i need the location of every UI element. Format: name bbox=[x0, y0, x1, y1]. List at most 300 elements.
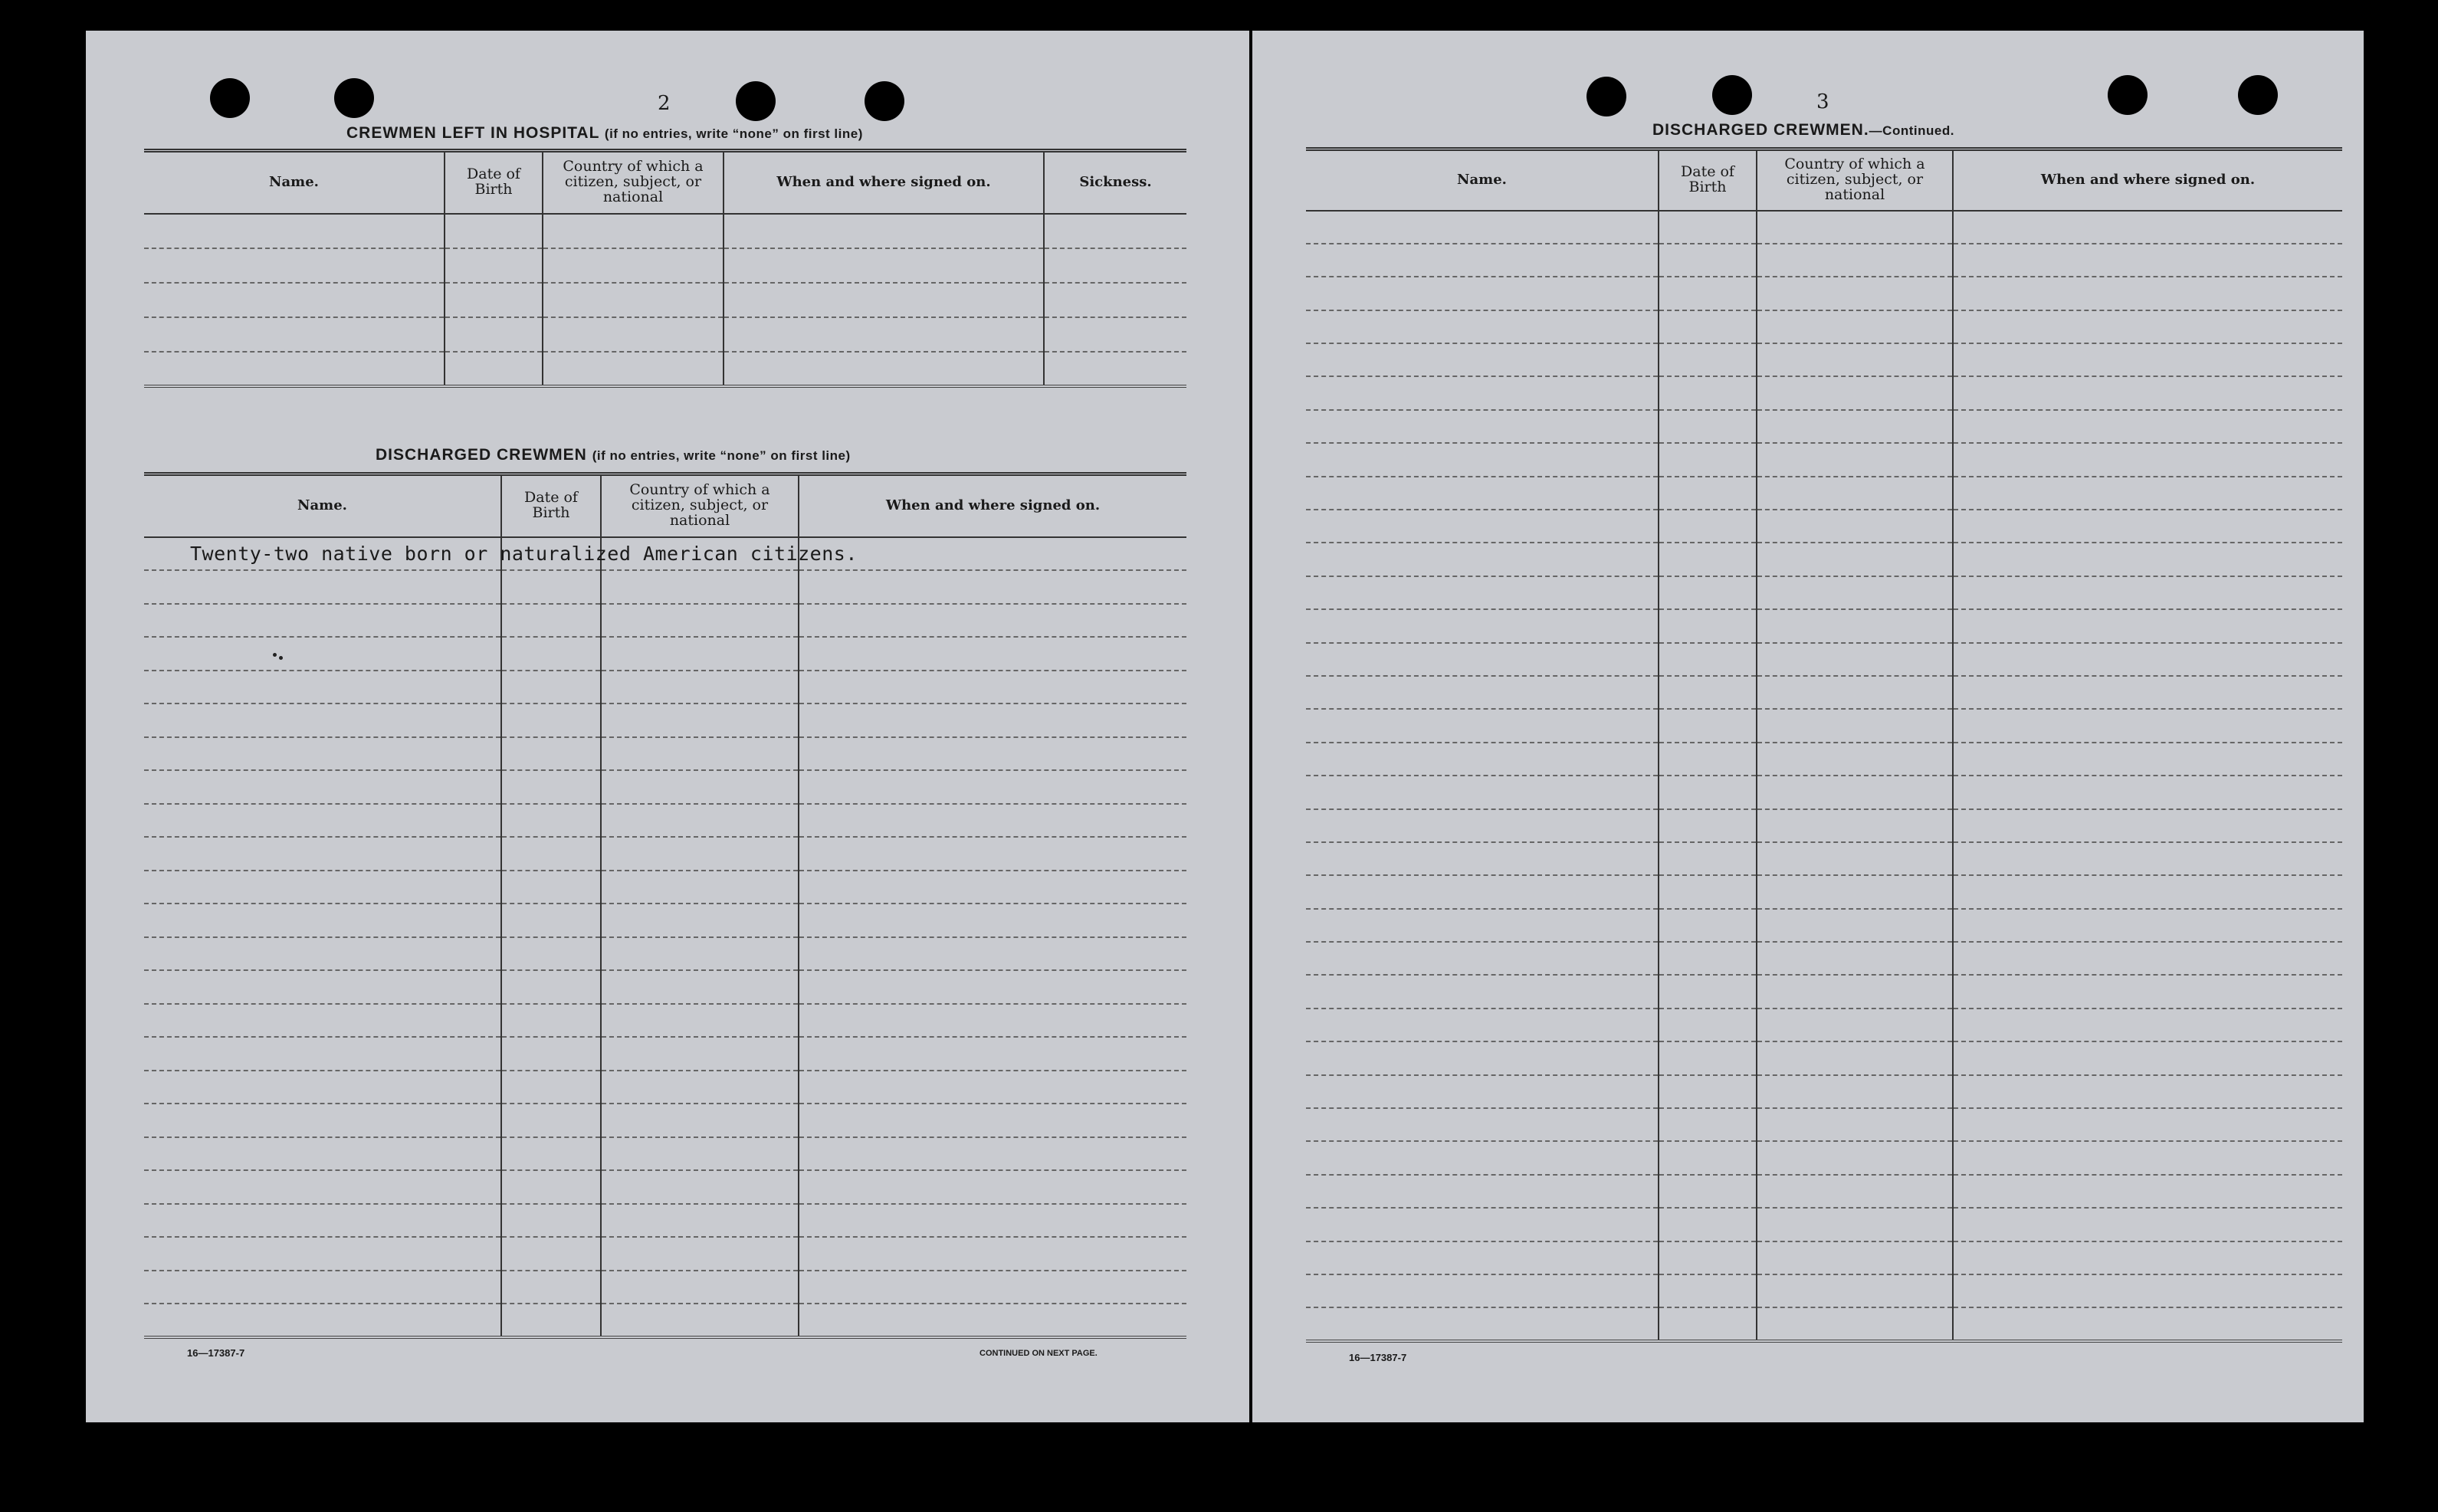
name-cell[interactable] bbox=[144, 248, 445, 283]
punch-hole bbox=[865, 81, 904, 121]
date-cell[interactable] bbox=[501, 1037, 601, 1071]
typed-entry: Twenty-two native born or naturalized American citizens. bbox=[190, 543, 858, 565]
name-cell[interactable] bbox=[144, 283, 445, 317]
signed-on-cell[interactable] bbox=[1953, 676, 2342, 709]
country-cell[interactable] bbox=[1757, 1307, 1953, 1340]
signed-on-cell[interactable] bbox=[724, 352, 1044, 386]
date-cell[interactable] bbox=[1659, 975, 1757, 1008]
table-row bbox=[144, 1004, 1186, 1038]
country-cell[interactable] bbox=[1757, 842, 1953, 875]
country-cell[interactable] bbox=[601, 570, 799, 604]
date-cell[interactable] bbox=[1659, 211, 1757, 244]
date-cell[interactable] bbox=[1659, 609, 1757, 642]
name-cell[interactable] bbox=[1306, 975, 1659, 1008]
country-cell[interactable] bbox=[601, 604, 799, 638]
sickness-cell[interactable] bbox=[1044, 214, 1186, 248]
date-cell[interactable] bbox=[501, 1104, 601, 1137]
signed-on-cell[interactable] bbox=[799, 604, 1186, 638]
country-cell[interactable] bbox=[1757, 743, 1953, 776]
name-cell[interactable] bbox=[1306, 1009, 1659, 1041]
country-cell[interactable] bbox=[1757, 510, 1953, 543]
signed-on-cell[interactable] bbox=[1953, 244, 2342, 277]
table-row bbox=[144, 904, 1186, 937]
discharged-section-title bbox=[376, 446, 851, 464]
signed-on-cell[interactable] bbox=[799, 871, 1186, 904]
date-cell[interactable] bbox=[1659, 1208, 1757, 1241]
signed-on-cell[interactable] bbox=[799, 671, 1186, 704]
sickness-cell[interactable] bbox=[1044, 283, 1186, 317]
signed-on-cell[interactable] bbox=[1953, 1141, 2342, 1174]
table-row bbox=[1306, 310, 2342, 343]
date-cell[interactable] bbox=[501, 871, 601, 904]
name-cell[interactable] bbox=[144, 604, 501, 638]
signed-on-cell[interactable] bbox=[1953, 376, 2342, 409]
country-cell[interactable] bbox=[601, 737, 799, 771]
date-cell[interactable] bbox=[1659, 709, 1757, 742]
name-cell[interactable] bbox=[144, 1071, 501, 1104]
date-cell[interactable] bbox=[1659, 643, 1757, 676]
date-cell[interactable] bbox=[1659, 277, 1757, 310]
table-row bbox=[144, 1271, 1186, 1304]
table-row bbox=[1306, 510, 2342, 543]
date-cell[interactable] bbox=[445, 317, 543, 352]
name-cell[interactable] bbox=[1306, 776, 1659, 808]
table-row bbox=[144, 283, 1186, 317]
country-cell[interactable] bbox=[1757, 942, 1953, 975]
name-cell[interactable] bbox=[1306, 743, 1659, 776]
country-cell[interactable] bbox=[601, 1170, 799, 1204]
signed-on-cell[interactable] bbox=[799, 970, 1186, 1004]
country-cell[interactable] bbox=[1757, 343, 1953, 376]
date-cell[interactable] bbox=[445, 248, 543, 283]
name-cell[interactable] bbox=[144, 1104, 501, 1137]
table-row bbox=[1306, 1041, 2342, 1074]
name-cell[interactable] bbox=[144, 804, 501, 838]
country-cell[interactable] bbox=[1757, 776, 1953, 808]
country-cell[interactable] bbox=[601, 1304, 799, 1337]
date-cell[interactable] bbox=[1659, 842, 1757, 875]
name-cell[interactable] bbox=[1306, 510, 1659, 543]
col-signed-on: When and where signed on. bbox=[724, 151, 1044, 214]
form-number: 16—17387-7 bbox=[187, 1347, 245, 1359]
name-cell[interactable] bbox=[144, 770, 501, 804]
country-cell[interactable] bbox=[601, 1104, 799, 1137]
date-cell[interactable] bbox=[501, 604, 601, 638]
signed-on-cell[interactable] bbox=[1953, 1041, 2342, 1074]
signed-on-cell[interactable] bbox=[1953, 1307, 2342, 1340]
country-cell[interactable] bbox=[601, 937, 799, 971]
signed-on-cell[interactable] bbox=[799, 937, 1186, 971]
name-cell[interactable] bbox=[1306, 277, 1659, 310]
table-row bbox=[1306, 1075, 2342, 1108]
country-cell[interactable] bbox=[1757, 676, 1953, 709]
name-cell[interactable] bbox=[1306, 310, 1659, 343]
signed-on-cell[interactable] bbox=[1953, 1108, 2342, 1141]
ink-mark bbox=[273, 653, 277, 657]
country-cell[interactable] bbox=[601, 1004, 799, 1038]
country-cell[interactable] bbox=[601, 1037, 799, 1071]
date-cell[interactable] bbox=[1659, 543, 1757, 576]
table-row bbox=[1306, 909, 2342, 942]
country-cell[interactable] bbox=[543, 248, 724, 283]
country-cell[interactable] bbox=[1757, 875, 1953, 908]
name-cell[interactable] bbox=[144, 704, 501, 737]
name-cell[interactable] bbox=[144, 1137, 501, 1171]
date-cell[interactable] bbox=[501, 1137, 601, 1171]
country-cell[interactable] bbox=[1757, 277, 1953, 310]
name-cell[interactable] bbox=[1306, 410, 1659, 443]
country-cell[interactable] bbox=[543, 283, 724, 317]
country-cell[interactable] bbox=[1757, 1141, 1953, 1174]
date-cell[interactable] bbox=[1659, 1307, 1757, 1340]
table-row bbox=[1306, 609, 2342, 642]
country-cell[interactable] bbox=[1757, 809, 1953, 842]
name-cell[interactable] bbox=[144, 352, 445, 386]
name-cell[interactable] bbox=[1306, 443, 1659, 476]
table-row bbox=[144, 804, 1186, 838]
name-cell[interactable] bbox=[1306, 376, 1659, 409]
discharged-continued-title bbox=[1652, 121, 1954, 139]
form-number: 16—17387-7 bbox=[1349, 1352, 1407, 1363]
date-cell[interactable] bbox=[1659, 1175, 1757, 1208]
signed-on-cell[interactable] bbox=[799, 737, 1186, 771]
name-cell[interactable] bbox=[144, 1037, 501, 1071]
country-cell[interactable] bbox=[601, 1137, 799, 1171]
country-cell[interactable] bbox=[1757, 376, 1953, 409]
punch-hole bbox=[736, 81, 776, 121]
signed-on-cell[interactable] bbox=[799, 1204, 1186, 1238]
signed-on-cell[interactable] bbox=[1953, 443, 2342, 476]
signed-on-cell[interactable] bbox=[1953, 776, 2342, 808]
name-cell[interactable] bbox=[1306, 1274, 1659, 1307]
signed-on-cell[interactable] bbox=[799, 637, 1186, 671]
date-cell[interactable] bbox=[1659, 376, 1757, 409]
date-cell[interactable] bbox=[501, 704, 601, 737]
table-row bbox=[144, 770, 1186, 804]
table-row bbox=[1306, 1009, 2342, 1041]
name-cell[interactable] bbox=[1306, 1307, 1659, 1340]
date-cell[interactable] bbox=[501, 1071, 601, 1104]
signed-on-cell[interactable] bbox=[799, 770, 1186, 804]
name-cell[interactable] bbox=[144, 837, 501, 871]
country-cell[interactable] bbox=[1757, 310, 1953, 343]
date-cell[interactable] bbox=[1659, 443, 1757, 476]
date-cell[interactable] bbox=[1659, 809, 1757, 842]
signed-on-cell[interactable] bbox=[799, 1104, 1186, 1137]
hospital-subtitle-text: (if no entries, write “none” on first line) bbox=[604, 126, 863, 141]
country-cell[interactable] bbox=[1757, 1274, 1953, 1307]
date-cell[interactable] bbox=[501, 837, 601, 871]
name-cell[interactable] bbox=[144, 570, 501, 604]
country-cell[interactable] bbox=[1757, 477, 1953, 510]
col-sickness: Sickness. bbox=[1044, 151, 1186, 214]
country-cell[interactable] bbox=[601, 871, 799, 904]
date-cell[interactable] bbox=[445, 214, 543, 248]
signed-on-cell[interactable] bbox=[799, 1304, 1186, 1337]
signed-on-cell[interactable] bbox=[799, 904, 1186, 937]
sickness-cell[interactable] bbox=[1044, 248, 1186, 283]
country-cell[interactable] bbox=[1757, 443, 1953, 476]
signed-on-cell[interactable] bbox=[799, 1170, 1186, 1204]
country-cell[interactable] bbox=[601, 1071, 799, 1104]
signed-on-cell[interactable] bbox=[1953, 709, 2342, 742]
country-cell[interactable] bbox=[1757, 1108, 1953, 1141]
name-cell[interactable] bbox=[1306, 477, 1659, 510]
country-cell[interactable] bbox=[601, 770, 799, 804]
signed-on-cell[interactable] bbox=[1953, 909, 2342, 942]
name-cell[interactable] bbox=[1306, 1075, 1659, 1108]
date-cell[interactable] bbox=[1659, 244, 1757, 277]
signed-on-cell[interactable] bbox=[1953, 743, 2342, 776]
date-cell[interactable] bbox=[445, 283, 543, 317]
date-cell[interactable] bbox=[501, 1304, 601, 1337]
country-cell[interactable] bbox=[1757, 975, 1953, 1008]
signed-on-cell[interactable] bbox=[799, 704, 1186, 737]
name-cell[interactable] bbox=[1306, 543, 1659, 576]
date-cell[interactable] bbox=[1659, 576, 1757, 609]
col-date-of-birth: Date of Birth bbox=[501, 474, 601, 537]
signed-on-cell[interactable] bbox=[724, 248, 1044, 283]
name-cell[interactable] bbox=[144, 1004, 501, 1038]
date-cell[interactable] bbox=[1659, 1241, 1757, 1274]
name-cell[interactable] bbox=[1306, 1241, 1659, 1274]
signed-on-cell[interactable] bbox=[1953, 277, 2342, 310]
table-row bbox=[144, 1237, 1186, 1271]
signed-on-cell[interactable] bbox=[1953, 643, 2342, 676]
name-cell[interactable] bbox=[144, 1237, 501, 1271]
date-cell[interactable] bbox=[501, 637, 601, 671]
country-cell[interactable] bbox=[601, 671, 799, 704]
signed-on-cell[interactable] bbox=[1953, 310, 2342, 343]
table-row bbox=[144, 1071, 1186, 1104]
date-cell[interactable] bbox=[1659, 343, 1757, 376]
country-cell[interactable] bbox=[601, 837, 799, 871]
col-date-of-birth: Date of Birth bbox=[1659, 149, 1757, 211]
date-cell[interactable] bbox=[1659, 743, 1757, 776]
name-cell[interactable] bbox=[1306, 809, 1659, 842]
signed-on-cell[interactable] bbox=[799, 804, 1186, 838]
name-cell[interactable] bbox=[144, 1304, 501, 1337]
country-cell[interactable] bbox=[1757, 1175, 1953, 1208]
signed-on-cell[interactable] bbox=[1953, 1208, 2342, 1241]
signed-on-cell[interactable] bbox=[1953, 609, 2342, 642]
signed-on-cell[interactable] bbox=[1953, 875, 2342, 908]
date-cell[interactable] bbox=[1659, 410, 1757, 443]
signed-on-cell[interactable] bbox=[799, 1004, 1186, 1038]
date-cell[interactable] bbox=[1659, 1009, 1757, 1041]
date-cell[interactable] bbox=[501, 737, 601, 771]
signed-on-cell[interactable] bbox=[724, 283, 1044, 317]
date-cell[interactable] bbox=[1659, 1075, 1757, 1108]
date-cell[interactable] bbox=[1659, 909, 1757, 942]
country-cell[interactable] bbox=[601, 804, 799, 838]
date-cell[interactable] bbox=[1659, 1274, 1757, 1307]
signed-on-cell[interactable] bbox=[1953, 975, 2342, 1008]
country-cell[interactable] bbox=[1757, 244, 1953, 277]
name-cell[interactable] bbox=[1306, 1041, 1659, 1074]
name-cell[interactable] bbox=[144, 871, 501, 904]
country-cell[interactable] bbox=[1757, 211, 1953, 244]
name-cell[interactable] bbox=[144, 970, 501, 1004]
signed-on-cell[interactable] bbox=[1953, 1274, 2342, 1307]
date-cell[interactable] bbox=[501, 570, 601, 604]
name-cell[interactable] bbox=[1306, 211, 1659, 244]
date-cell[interactable] bbox=[1659, 1108, 1757, 1141]
name-cell[interactable] bbox=[144, 317, 445, 352]
date-cell[interactable] bbox=[501, 1237, 601, 1271]
country-cell[interactable] bbox=[601, 1204, 799, 1238]
name-cell[interactable] bbox=[144, 904, 501, 937]
country-cell[interactable] bbox=[601, 704, 799, 737]
date-cell[interactable] bbox=[1659, 776, 1757, 808]
country-cell[interactable] bbox=[1757, 543, 1953, 576]
signed-on-cell[interactable] bbox=[1953, 1009, 2342, 1041]
signed-on-cell[interactable] bbox=[1953, 576, 2342, 609]
signed-on-cell[interactable] bbox=[1953, 809, 2342, 842]
name-cell[interactable] bbox=[1306, 942, 1659, 975]
sickness-cell[interactable] bbox=[1044, 317, 1186, 352]
date-cell[interactable] bbox=[1659, 477, 1757, 510]
punch-hole bbox=[2108, 75, 2148, 115]
name-cell[interactable] bbox=[1306, 842, 1659, 875]
signed-on-cell[interactable] bbox=[1953, 1175, 2342, 1208]
country-cell[interactable] bbox=[601, 970, 799, 1004]
table-row bbox=[1306, 477, 2342, 510]
name-cell[interactable] bbox=[1306, 609, 1659, 642]
country-cell[interactable] bbox=[1757, 643, 1953, 676]
country-cell[interactable] bbox=[601, 904, 799, 937]
country-cell[interactable] bbox=[601, 1237, 799, 1271]
country-cell[interactable] bbox=[1757, 1041, 1953, 1074]
signed-on-cell[interactable] bbox=[799, 1271, 1186, 1304]
date-cell[interactable] bbox=[501, 904, 601, 937]
date-cell[interactable] bbox=[445, 352, 543, 386]
country-cell[interactable] bbox=[601, 1271, 799, 1304]
date-cell[interactable] bbox=[501, 770, 601, 804]
country-cell[interactable] bbox=[601, 637, 799, 671]
signed-on-cell[interactable] bbox=[1953, 410, 2342, 443]
name-cell[interactable] bbox=[1306, 643, 1659, 676]
country-cell[interactable] bbox=[1757, 1208, 1953, 1241]
table-row bbox=[1306, 576, 2342, 609]
table-row bbox=[144, 1104, 1186, 1137]
date-cell[interactable] bbox=[1659, 310, 1757, 343]
punch-hole bbox=[1587, 77, 1626, 116]
date-cell[interactable] bbox=[501, 937, 601, 971]
date-cell[interactable] bbox=[1659, 1041, 1757, 1074]
col-name: Name. bbox=[144, 151, 445, 214]
right-page bbox=[1252, 31, 2364, 1422]
signed-on-cell[interactable] bbox=[1953, 343, 2342, 376]
name-cell[interactable] bbox=[1306, 343, 1659, 376]
page-number: 3 bbox=[1816, 90, 1829, 113]
name-cell[interactable] bbox=[1306, 909, 1659, 942]
signed-on-cell[interactable] bbox=[799, 1071, 1186, 1104]
name-cell[interactable] bbox=[1306, 1175, 1659, 1208]
date-cell[interactable] bbox=[501, 1271, 601, 1304]
table-row bbox=[1306, 676, 2342, 709]
date-cell[interactable] bbox=[501, 1170, 601, 1204]
name-cell[interactable] bbox=[144, 671, 501, 704]
country-cell[interactable] bbox=[543, 317, 724, 352]
signed-on-cell[interactable] bbox=[799, 1037, 1186, 1071]
name-cell[interactable] bbox=[1306, 875, 1659, 908]
signed-on-cell[interactable] bbox=[1953, 842, 2342, 875]
country-cell[interactable] bbox=[1757, 909, 1953, 942]
signed-on-cell[interactable] bbox=[1953, 543, 2342, 576]
signed-on-cell[interactable] bbox=[1953, 1075, 2342, 1108]
table-row bbox=[1306, 543, 2342, 576]
country-cell[interactable] bbox=[1757, 1075, 1953, 1108]
signed-on-cell[interactable] bbox=[799, 837, 1186, 871]
country-cell[interactable] bbox=[1757, 410, 1953, 443]
signed-on-cell[interactable] bbox=[799, 570, 1186, 604]
signed-on-cell[interactable] bbox=[1953, 477, 2342, 510]
signed-on-cell[interactable] bbox=[724, 317, 1044, 352]
signed-on-cell[interactable] bbox=[799, 1237, 1186, 1271]
sickness-cell[interactable] bbox=[1044, 352, 1186, 386]
name-cell[interactable] bbox=[144, 1271, 501, 1304]
name-cell[interactable] bbox=[144, 637, 501, 671]
table-row bbox=[1306, 975, 2342, 1008]
country-cell[interactable] bbox=[1757, 609, 1953, 642]
table-row bbox=[144, 352, 1186, 386]
signed-on-cell[interactable] bbox=[799, 1137, 1186, 1171]
name-cell[interactable] bbox=[1306, 1141, 1659, 1174]
date-cell[interactable] bbox=[1659, 676, 1757, 709]
date-cell[interactable] bbox=[1659, 1141, 1757, 1174]
date-cell[interactable] bbox=[501, 671, 601, 704]
name-cell[interactable] bbox=[1306, 244, 1659, 277]
hospital-title-text: CREWMEN LEFT IN HOSPITAL bbox=[346, 124, 600, 142]
left-page bbox=[86, 31, 1249, 1422]
country-cell[interactable] bbox=[1757, 1009, 1953, 1041]
date-cell[interactable] bbox=[501, 804, 601, 838]
name-cell[interactable] bbox=[1306, 1108, 1659, 1141]
table-row bbox=[144, 737, 1186, 771]
punch-hole bbox=[1712, 75, 1752, 115]
country-cell[interactable] bbox=[1757, 576, 1953, 609]
country-cell[interactable] bbox=[1757, 709, 1953, 742]
name-cell[interactable] bbox=[1306, 676, 1659, 709]
name-cell[interactable] bbox=[144, 1170, 501, 1204]
name-cell[interactable] bbox=[1306, 1208, 1659, 1241]
discharged-table bbox=[144, 472, 1186, 1339]
date-cell[interactable] bbox=[1659, 510, 1757, 543]
table-row bbox=[144, 1037, 1186, 1071]
date-cell[interactable] bbox=[501, 1004, 601, 1038]
date-cell[interactable] bbox=[1659, 875, 1757, 908]
date-cell[interactable] bbox=[1659, 942, 1757, 975]
table-row bbox=[1306, 709, 2342, 742]
name-cell[interactable] bbox=[144, 214, 445, 248]
country-cell[interactable] bbox=[1757, 1241, 1953, 1274]
country-cell[interactable] bbox=[543, 352, 724, 386]
name-cell[interactable] bbox=[144, 1204, 501, 1238]
signed-on-cell[interactable] bbox=[1953, 211, 2342, 244]
name-cell[interactable] bbox=[1306, 709, 1659, 742]
name-cell[interactable] bbox=[144, 737, 501, 771]
country-cell[interactable] bbox=[543, 214, 724, 248]
name-cell[interactable] bbox=[144, 937, 501, 971]
signed-on-cell[interactable] bbox=[1953, 942, 2342, 975]
name-cell[interactable] bbox=[1306, 576, 1659, 609]
date-cell[interactable] bbox=[501, 970, 601, 1004]
signed-on-cell[interactable] bbox=[724, 214, 1044, 248]
signed-on-cell[interactable] bbox=[1953, 510, 2342, 543]
date-cell[interactable] bbox=[501, 1204, 601, 1238]
signed-on-cell[interactable] bbox=[1953, 1241, 2342, 1274]
